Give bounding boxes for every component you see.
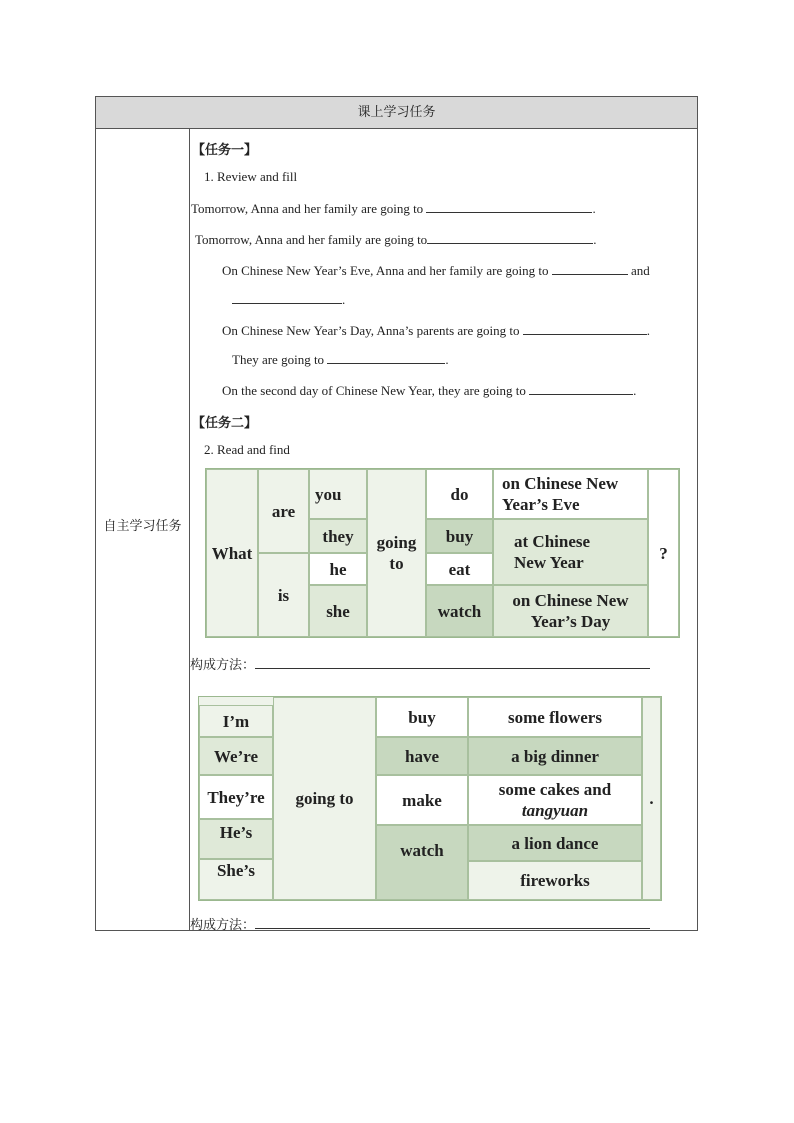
answer-blank[interactable] [327,351,445,364]
cell-period: . [642,697,661,900]
header-title: 课上学习任务 [357,105,436,120]
fill-line-text: They are going to [232,352,325,367]
cell-subject: They’re [199,775,273,819]
method-line-2 [190,914,650,933]
period: . [342,292,346,307]
cell-object: a lion dance [468,825,642,861]
cell-going-to: going to [273,697,376,900]
answer-blank[interactable] [529,382,633,395]
fill-line-6 [222,382,636,399]
cell-is: is [258,553,309,637]
object-text: some cakes and [498,780,612,799]
cell-verb: watch [376,825,468,900]
answer-blank[interactable] [427,231,593,244]
cell-at-cny: at Chinese New Year [493,519,648,585]
task2-heading: 【任务二】 [192,416,258,431]
column-divider [189,128,190,931]
period: . [445,352,449,367]
fill-line-text: Tomorrow, Anna and her family are going to [191,201,424,216]
cell-eve: on Chinese New Year’s Eve [493,469,648,519]
cell-question-mark: ? [648,469,679,637]
cell-verb: have [376,737,468,775]
fill-line-3 [222,262,650,279]
fill-line-5 [232,351,449,368]
cell-he: he [309,553,367,585]
cell-object: a big dinner [468,737,642,775]
cell-day: on Chinese New Year’s Day [493,585,648,637]
period: . [646,323,651,338]
cell-do: do [426,469,493,519]
cell-she: she [309,585,367,637]
cell-verb: make [376,775,468,825]
cell-they: they [309,519,367,553]
fill-line-text: Tomorrow, Anna and her family are going to [195,232,428,247]
method-label: 构成方法： [190,658,256,673]
task2-instruction: 2. Read and find [204,442,290,457]
left-label: 自主学习任务 [103,519,182,534]
fill-line-4 [222,322,650,339]
cell-subject: I’m [199,705,273,737]
answer-blank[interactable] [426,200,592,213]
cell-subject: We’re [199,737,273,775]
cell-eat: eat [426,553,493,585]
answer-blank[interactable] [552,262,628,275]
cell-watch: watch [426,585,493,637]
method-blank[interactable] [255,916,650,929]
cell-subject: He’s [199,819,273,859]
and-word: and [631,263,650,278]
answer-blank[interactable] [232,291,342,304]
task1-heading: 【任务一】 [192,143,258,158]
fill-line-1 [191,200,596,217]
period: . [593,232,597,247]
grammar-table-2 [198,696,662,901]
fill-line-text: On Chinese New Year’s Day, Anna’s parents are going to [222,323,520,338]
fill-line-text: On Chinese New Year’s Eve, Anna and her family are going to [222,263,549,278]
cell-are: are [258,469,309,553]
cell-buy: buy [426,519,493,553]
cell-you: you [309,469,367,519]
method-label: 构成方法： [190,918,256,933]
fill-line-3b [232,291,345,308]
cell-what: What [206,469,258,637]
cell-object [468,775,642,825]
task1-instruction: 1. Review and fill [204,169,298,184]
period: . [592,201,596,216]
cell-object: fireworks [468,861,642,900]
fill-line-2 [195,231,596,248]
fill-line-text: On the second day of Chinese New Year, they are going to [222,383,526,398]
cell-object: some flowers [468,697,642,737]
cell-going-to: going to [367,469,426,637]
period: . [633,383,637,398]
cell-verb: buy [376,697,468,737]
answer-blank[interactable] [523,322,647,335]
grammar-table-1 [205,468,680,638]
object-text-italic: tangyuan [521,801,589,820]
method-line-1 [190,654,650,673]
method-blank[interactable] [255,656,650,669]
cell-subject: She’s [199,859,273,900]
